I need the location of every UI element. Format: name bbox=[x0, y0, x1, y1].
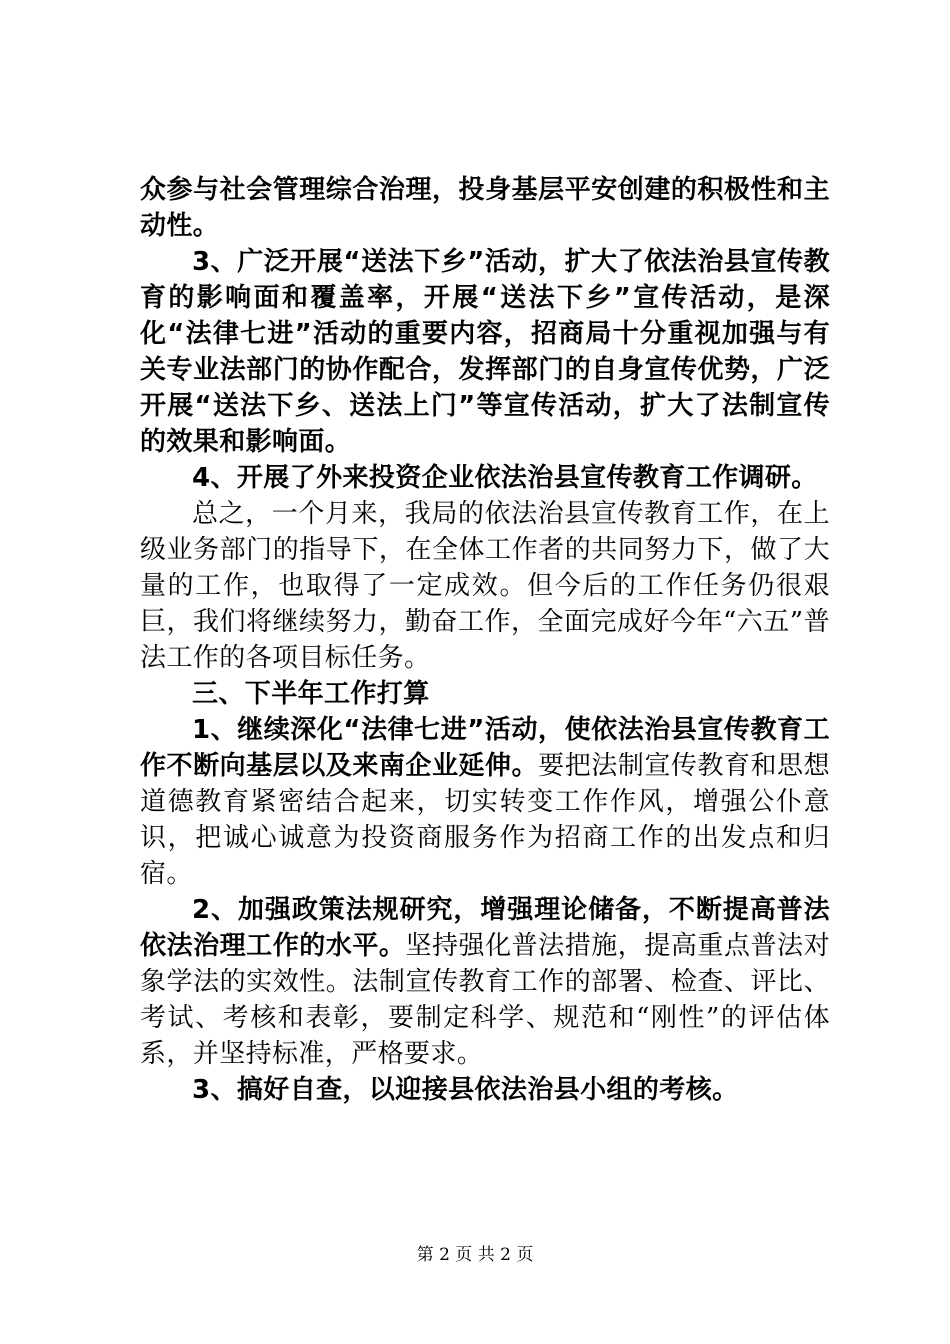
section-heading bbox=[140, 676, 830, 712]
paragraph-item-3 bbox=[140, 244, 830, 460]
paragraph-text: 4、开展了外来投资企业依法治县宣传教育工作调研。 bbox=[192, 463, 818, 493]
paragraph-plan-3 bbox=[140, 1072, 830, 1108]
paragraph-text: 3、搞好自查，以迎接县依法治县小组的考核。 bbox=[192, 1075, 739, 1105]
page-number-label: 第 2 页 共 2 页 bbox=[416, 1245, 534, 1265]
paragraph-plan-2 bbox=[140, 892, 830, 1072]
paragraph-lead-text: 2、加强政策法规研究，增强理论储备，不断提高普法依法治理工作的水平。 bbox=[140, 895, 830, 961]
paragraph-plan-1 bbox=[140, 712, 830, 892]
paragraph-text: 3、广泛开展“送法下乡”活动，扩大了依法治县宣传教育的影响面和覆盖率，开展“送法下乡”宣传活动，是深化“法律七进”活动的重要内容，招商局十分重视加强与有关专业法部门的协作配合，发挥部门的自身宣传优势，广泛开展“送法下乡、送法上门”等宣传活动，扩大了法制宣传的效果和影响面。 bbox=[140, 247, 830, 457]
paragraph-body-text: 要把法制宣传教育和思想道德教育紧密结合起来，切实转变工作作风，增强公仆意识，把诚心诚意为投资商服务作为招商工作的出发点和归宿。 bbox=[140, 751, 830, 889]
section-heading-text: 三、下半年工作打算 bbox=[192, 679, 430, 709]
paragraph-lead-text: 1、继续深化“法律七进”活动，使依法治县宣传教育工作不断向基层以及来南企业延伸。 bbox=[140, 715, 830, 781]
page-footer bbox=[0, 1244, 950, 1266]
paragraph-summary bbox=[140, 496, 830, 676]
paragraph-continuation bbox=[140, 172, 830, 244]
paragraph-text: 总之，一个月来，我局的依法治县宣传教育工作，在上级业务部门的指导下，在全体工作者的共同努力下，做了大量的工作，也取得了一定成效。但今后的工作任务仍很艰巨，我们将继续努力，勤奋工作，全面完成好今年“六五”普法工作的各项目标任务。 bbox=[140, 499, 830, 673]
document-body bbox=[140, 172, 830, 1108]
paragraph-body-text: 坚持强化普法措施，提高重点普法对象学法的实效性。法制宣传教育工作的部署、检查、评比、考试、考核和表彰，要制定科学、规范和“刚性”的评估体系，并坚持标准，严格要求。 bbox=[140, 931, 830, 1069]
paragraph-item-4 bbox=[140, 460, 830, 496]
paragraph-text: 众参与社会管理综合治理，投身基层平安创建的积极性和主动性。 bbox=[140, 175, 830, 241]
